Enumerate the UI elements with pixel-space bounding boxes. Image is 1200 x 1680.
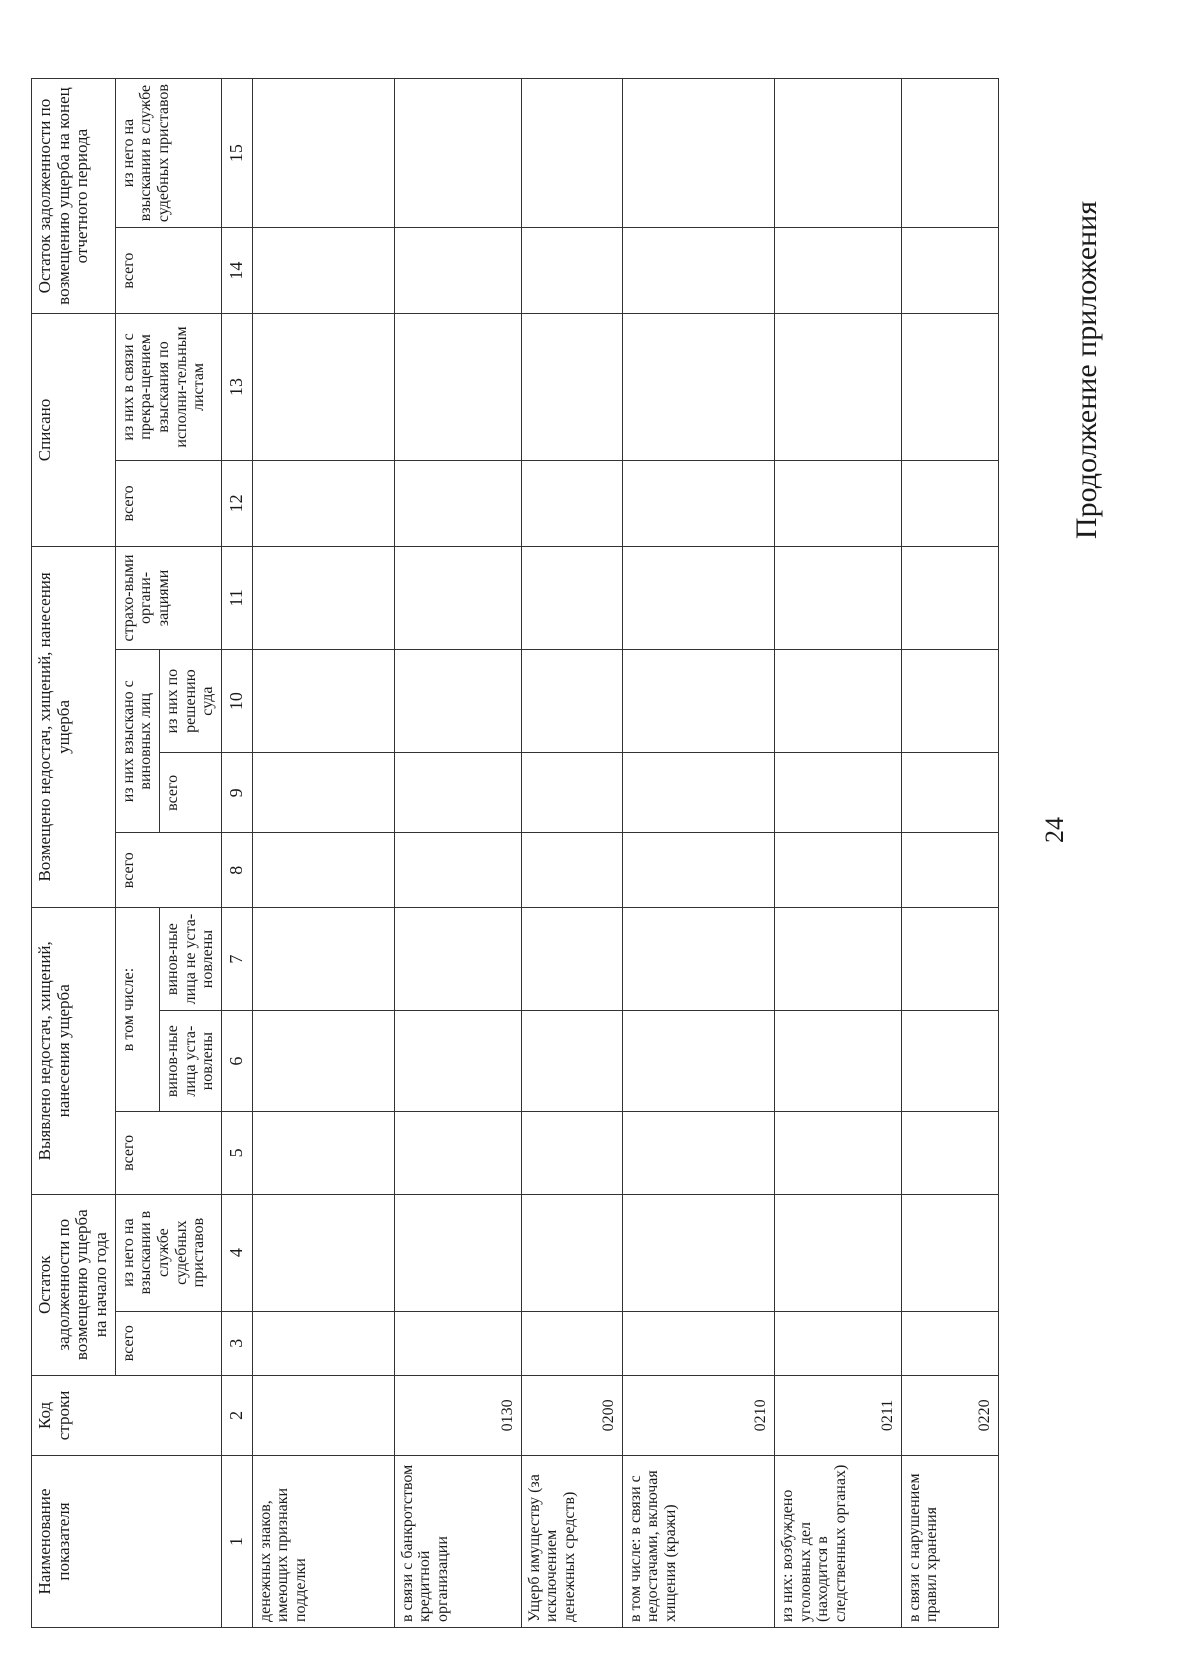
data-cell	[394, 79, 521, 228]
data-cell	[521, 907, 622, 1010]
data-cell	[901, 907, 998, 1010]
data-cell	[901, 753, 998, 833]
data-cell	[622, 907, 774, 1010]
table-row	[394, 79, 521, 1628]
header-compensated: Возмещено недостач, хищений, нанесения ущерба	[32, 546, 116, 907]
data-cell	[521, 79, 622, 228]
header-balance-start-total: всего	[115, 1311, 221, 1375]
column-number: 5	[221, 1112, 252, 1195]
data-cell	[394, 460, 521, 546]
row-code: 0211	[774, 1375, 901, 1455]
header-compensated-insurance: страхо-выми органи-зациями	[115, 546, 221, 649]
row-name: в том числе: в связи с недостачами, включая хищения (кражи)	[622, 1456, 774, 1628]
data-cell	[252, 79, 394, 228]
table-row	[521, 79, 622, 1628]
data-cell	[521, 460, 622, 546]
continuation-title: Продолжение приложения	[1070, 200, 1103, 540]
header-detected-incl: в том числе:	[115, 907, 159, 1111]
row-name: Ущерб имуществу (за исключением денежных средств)	[521, 1456, 622, 1628]
column-number: 8	[221, 833, 252, 908]
table-row	[774, 79, 901, 1628]
table-row	[622, 79, 774, 1628]
report-table	[31, 78, 999, 1628]
data-cell	[521, 546, 622, 649]
table-row	[901, 79, 998, 1628]
row-name: денежных знаков, имеющих признаки подделки	[252, 1456, 394, 1628]
data-cell	[252, 228, 394, 314]
header-detected-unknown: винов-ные лица не уста-новлены	[159, 907, 221, 1010]
data-cell	[394, 1194, 521, 1311]
data-cell	[774, 650, 901, 753]
data-cell	[901, 460, 998, 546]
data-cell	[774, 907, 901, 1010]
table-row	[252, 79, 394, 1628]
page-number: 24	[1040, 817, 1069, 843]
data-cell	[394, 753, 521, 833]
header-row-1	[32, 79, 116, 1628]
data-cell	[901, 79, 998, 228]
header-balance-start-bailiffs: из него на взыскании в службе судебных приставов	[115, 1194, 221, 1311]
header-compensated-total: всего	[115, 833, 221, 908]
data-cell	[394, 907, 521, 1010]
data-cell	[622, 1011, 774, 1112]
data-cell	[774, 1311, 901, 1375]
row-name: в связи с нарушением правил хранения	[901, 1456, 998, 1628]
data-cell	[774, 1194, 901, 1311]
data-cell	[774, 1112, 901, 1195]
data-cell	[394, 1112, 521, 1195]
header-name: Наименование показателя	[32, 1456, 222, 1628]
column-number: 12	[221, 460, 252, 546]
data-cell	[622, 228, 774, 314]
data-cell	[622, 546, 774, 649]
row-code: 0130	[394, 1375, 521, 1455]
header-balance-start: Остаток задолженности по возмещению ущерба на начало года	[32, 1194, 116, 1375]
data-cell	[901, 833, 998, 908]
data-cell	[774, 79, 901, 228]
data-cell	[774, 833, 901, 908]
data-cell	[901, 1194, 998, 1311]
data-cell	[901, 650, 998, 753]
data-cell	[521, 833, 622, 908]
column-number: 1	[221, 1456, 252, 1628]
document-sheet	[10, 40, 1170, 1670]
data-cell	[521, 1194, 622, 1311]
data-cell	[394, 228, 521, 314]
data-cell	[622, 753, 774, 833]
data-cell	[774, 460, 901, 546]
column-number: 13	[221, 314, 252, 461]
data-cell	[622, 833, 774, 908]
row-code: 0210	[622, 1375, 774, 1455]
data-cell	[774, 1011, 901, 1112]
column-number: 9	[221, 753, 252, 833]
data-cell	[521, 314, 622, 461]
data-cell	[622, 1112, 774, 1195]
header-compensated-culprits-total: всего	[159, 753, 221, 833]
column-number: 11	[221, 546, 252, 649]
header-compensated-culprits: из них взыскано с виновных лиц	[115, 650, 159, 833]
column-number: 3	[221, 1311, 252, 1375]
data-cell	[622, 1194, 774, 1311]
data-cell	[774, 314, 901, 461]
data-cell	[901, 314, 998, 461]
data-cell	[901, 1011, 998, 1112]
data-cell	[252, 460, 394, 546]
row-name: из них: возбуждено уголовных дел (находится в следственных органах)	[774, 1456, 901, 1628]
data-cell	[252, 314, 394, 461]
column-number-row	[221, 79, 252, 1628]
data-cell	[521, 753, 622, 833]
data-cell	[901, 1112, 998, 1195]
data-cell	[622, 314, 774, 461]
data-cell	[622, 1311, 774, 1375]
data-cell	[774, 753, 901, 833]
data-cell	[252, 650, 394, 753]
data-cell	[394, 1311, 521, 1375]
data-cell	[252, 907, 394, 1010]
row-name: в связи с банкротством кредитной организации	[394, 1456, 521, 1628]
data-cell	[901, 228, 998, 314]
data-cell	[252, 1011, 394, 1112]
data-cell	[901, 546, 998, 649]
data-cell	[622, 650, 774, 753]
data-cell	[521, 1011, 622, 1112]
data-cell	[394, 833, 521, 908]
data-cell	[252, 753, 394, 833]
data-cell	[521, 1311, 622, 1375]
header-detected-total: всего	[115, 1112, 221, 1195]
row-code: 0200	[521, 1375, 622, 1455]
data-cell	[394, 1011, 521, 1112]
data-cell	[252, 546, 394, 649]
data-cell	[252, 1112, 394, 1195]
header-written-off: Списано	[32, 314, 116, 547]
column-number: 6	[221, 1011, 252, 1112]
header-detected-known: винов-ные лица уста-новлены	[159, 1011, 221, 1112]
header-written-off-total: всего	[115, 460, 221, 546]
data-cell	[521, 228, 622, 314]
data-cell	[252, 1194, 394, 1311]
header-balance-end-bailiffs: из него на взыскании в службе судебных приставов	[115, 79, 221, 228]
header-balance-end-total: всего	[115, 228, 221, 314]
header-code: Код строки	[32, 1375, 222, 1455]
data-cell	[252, 1311, 394, 1375]
header-written-off-ceased: из них в связи с прекра-щением взыскания по исполни-тельным листам	[115, 314, 221, 461]
data-cell	[521, 650, 622, 753]
data-cell	[394, 650, 521, 753]
data-cell	[774, 546, 901, 649]
column-number: 7	[221, 907, 252, 1010]
row-code	[252, 1375, 394, 1455]
column-number: 15	[221, 79, 252, 228]
header-detected: Выявлено недостач, хищений, нанесения ущерба	[32, 907, 116, 1194]
column-number: 2	[221, 1375, 252, 1455]
column-number: 4	[221, 1194, 252, 1311]
data-cell	[521, 1112, 622, 1195]
column-number: 10	[221, 650, 252, 753]
data-cell	[901, 1311, 998, 1375]
data-cell	[622, 79, 774, 228]
data-cell	[774, 228, 901, 314]
row-code: 0220	[901, 1375, 998, 1455]
header-balance-end: Остаток задолженности по возмещению ущерба на конец отчетного периода	[32, 79, 116, 314]
data-cell	[394, 314, 521, 461]
data-cell	[394, 546, 521, 649]
column-number: 14	[221, 228, 252, 314]
data-cell	[622, 460, 774, 546]
header-compensated-court: из них по решению суда	[159, 650, 221, 753]
data-cell	[252, 833, 394, 908]
